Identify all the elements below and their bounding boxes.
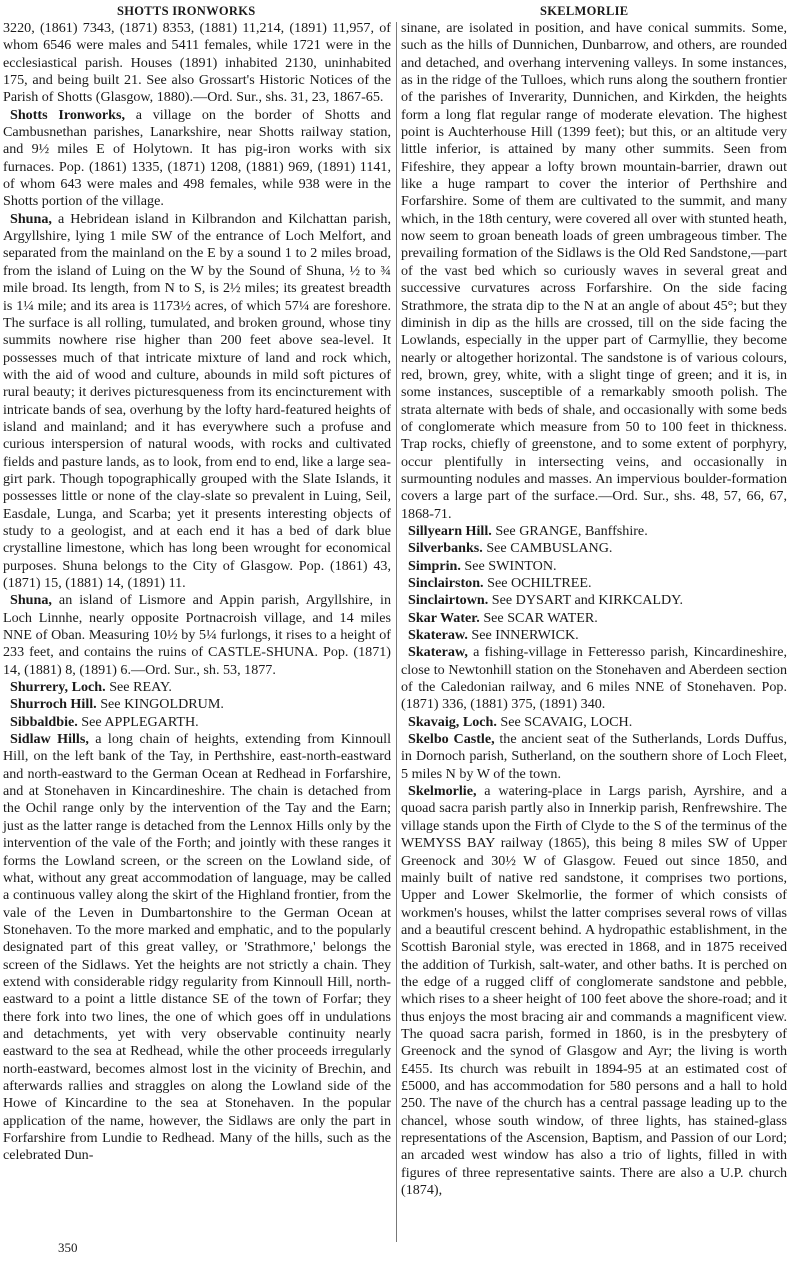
entry-paragraph xyxy=(3,107,391,211)
entry-headword: Shurrery, Loch. xyxy=(10,679,106,696)
entry-headword: Sidlaw Hills, xyxy=(10,731,89,748)
column-divider xyxy=(396,22,397,1242)
entry-headword: Sibbaldbie. xyxy=(10,713,78,730)
entry-paragraph xyxy=(401,627,787,644)
entry-headword: Sillyearn Hill. xyxy=(408,522,492,539)
left-column xyxy=(3,20,391,1165)
entry-text: See OCHILTREE. xyxy=(483,575,592,591)
entry-text: a long chain of heights, extending from Kinnoull Hill, on the left bank of the Tay, in Perthshire, east-north-eastward and north-eastward to the German Ocean at Redhead in Forfarshire, and at Stonehaven in Kincardineshire. The chain is detached from the Ochil range only by the intervention of the Tay and the Earn; just as the latter range is detached from the Lennox Hills only by the intervention of the vale of the Forth; and jointly with these ranges it forms the Lowland screen, or the screen on the Lowland side, of what, without any great accommodation of language, may be called a continuous valley along the skirt of the Highland frontier, from the vale of the Leven in Dumbartonshire to the German Ocean at Stonehaven. To the more marked and emphatic, and to the popularly designated part of this great valley, or 'Strathmore,' belongs the screen of the Sidlaws. Yet the heights are not strictly a chain. They extend with considerable ridgy regularity from Kinnoull Hill, north-eastward to a point a little distance SE of the town of Forfar; they there fork into two lines, the one of which goes off in undulations and detachments, yet with very observable continuity nearly eastward to the sea at Redhead, while the other proceeds irregularly north-eastward, becomes almost lost in the vicinity of Brechin, and afterwards rallies and straggles on along the Lowland side of the Howe of Kincardine to the sea at Stonehaven. In the popular application of the name, however, the Sidlaws are only the part in Forfarshire from Lundie to Redhead. Many of the hills, such as the celebrated Dun- xyxy=(3,731,391,1164)
entry-text: See DYSART and KIRKCALDY. xyxy=(488,592,684,609)
entry-text: an island of Lismore and Appin parish, Argyllshire, in Loch Linnhe, nearly opposite Portnacroish village, and 14 miles NNE of Oban. Measuring 10½ by 5¼ furlongs, it rises to a height of 233 feet, and contains the ruins of CASTLE-SHUNA. Pop. (1871) 14, (1881) 8, (1891) 6.—Ord. Sur., sh. 53, 1877. xyxy=(3,592,391,678)
entry-paragraph xyxy=(401,644,787,713)
entry-paragraph xyxy=(3,592,391,679)
entry-headword: Skavaig, Loch. xyxy=(408,713,497,730)
right-column xyxy=(401,20,787,1199)
entry-headword: Skateraw. xyxy=(408,627,468,644)
entry-paragraph xyxy=(3,20,391,107)
entry-headword: Skar Water. xyxy=(408,609,480,626)
entry-paragraph xyxy=(401,523,787,540)
entry-paragraph xyxy=(401,558,787,575)
entry-headword: Sinclairston. xyxy=(408,575,484,591)
entry-paragraph xyxy=(3,211,391,593)
entry-paragraph xyxy=(3,696,391,713)
entry-paragraph xyxy=(401,610,787,627)
entry-headword: Sinclairtown. xyxy=(408,592,489,609)
entry-paragraph xyxy=(3,731,391,1165)
entry-headword: Simprin. xyxy=(408,557,461,574)
entry-headword: Silverbanks. xyxy=(408,540,483,557)
entry-headword: Shotts Ironworks, xyxy=(10,106,126,123)
entry-text: the ancient seat of the Sutherlands, Lords Duffus, in Dornoch parish, Sutherland, on the southern shore of Loch Fleet, 5 miles N by W of the town. xyxy=(401,731,787,782)
entry-paragraph xyxy=(401,540,787,557)
entry-text: a village on the border of Shotts and Cambusnethan parishes, Lanarkshire, near Shotts railway station, and 9½ miles E of Holytown. It has pig-iron works with six furnaces. Pop. (1861) 1335, (1871) 1208, (1881) 969, (1891) 1141, of whom 643 were males and 498 females, while 938 were in the Shotts portion of the village. xyxy=(3,106,391,210)
entry-text: See SWINTON. xyxy=(460,557,557,574)
entry-paragraph xyxy=(3,679,391,696)
entry-headword: Skelmorlie, xyxy=(408,783,477,800)
entry-headword: Shuna, xyxy=(10,210,52,227)
entry-text: See SCAVAIG, LOCH. xyxy=(496,713,633,730)
entry-text: a watering-place in Largs parish, Ayrshire, and a quoad sacra parish partly also in Innerkip parish, Renfrewshire. The village stands upon the Firth of Clyde to the S of the terminus of the WEMYSS BAY railway (1865), this being 8 miles SW of Upper Greenock and 30½ W of Glasgow. Feued out since 1850, and mainly built of native red sandstone, it comprises two portions, Upper and Lower Skelmorlie, the former of which consists of workmen's houses, whilst the latter comprises several rows of villas and a beautiful crescent behind. A hydropathic establishment, in the Scottish Baronial style, was erected in 1868, and in 1875 received the addition of Turkish, salt-water, and other baths. It is perched on the edge of a rugged cliff of conglomerate sandstone and pebble, which rises to a sheer height of 100 feet above the shore-road; and it thus enjoys the most bracing air and commands a magnificent view. The quoad sacra parish, formed in 1860, is in the presbytery of Greenock and the synod of Glasgow and Ayr; the living is worth £455. Its church was rebuilt in 1894-95 at an estimated cost of £5000, and has accommodation for 580 persons and a hall to hold 250. The nave of the church has a central passage leading up to the chancel, whose south window, of three lights, has stained-glass representations of the Ascension, Baptism, and Passion of our Lord; an arcaded west window has also a trio of lights, filled in with figures of three representative saints. There are also a U.P. church (1874), xyxy=(401,783,787,1199)
entry-text: See REAY. xyxy=(105,679,172,696)
entry-text: See INNERWICK. xyxy=(467,627,579,644)
running-header-left: SHOTTS IRONWORKS xyxy=(117,4,256,18)
entry-text: a Hebridean island in Kilbrandon and Kilchattan parish, Argyllshire, lying 1 mile SW of the entrance of Loch Melfort, and separated from the mainland on the E by a sound 1 to 2 miles broad, from the island of Luing on the W by the Sound of Shuna, ½ to ¾ mile broad. Its length, from N to S, is 2½ miles; its greatest breadth is 1¼ mile; and its area is 1173½ acres, of which 57¼ are foreshore. The surface is all rolling, tumulated, and broken ground, whose tiny summits nowhere rise higher than 200 feet above sea-level. It possesses much of that intricate mixture of land and rock which, with the aid of wood and culture, abounds in mild soft pictures of rural beauty; it derives picturesqueness from its encincturement with intricate bands of sea, overhung by the lofty hard-featured heights of island and mainland; and it has everywhere such a profuse and curious interspersion of natural woods, with rocks and cultivated fields and pasture lands, as to look, from end to end, like a large sea-girt park. Though topographically grouped with the Slate Islands, it possesses little or none of the clay-slate so prevalent in Luing, Seil, Easdale, Lunga, and Scarba; yet it presents interesting objects of study to a geologist, and at each end it has a bed of dark blue crystalline limestone, which has long been wrought for economical purposes. Shuna belongs to the City of Glasgow. Pop. (1861) 43, (1871) 15, (1881) 14, (1891) 11. xyxy=(3,210,391,591)
entry-text: See KINGOLDRUM. xyxy=(96,696,224,713)
entry-text: 3220, (1861) 7343, (1871) 8353, (1881) 11,214, (1891) 11,957, of whom 6546 were males and 5411 females, while 1721 were in the ecclesiastical parish. Houses (1891) inhabited 2130, uninhabited 175, and being built 21. See also Grossart's Historic Notices of the Parish of Shotts (Glasgow, 1880).—Ord. Sur., shs. 31, 23, 1867-65. xyxy=(3,20,391,106)
entry-paragraph xyxy=(401,731,787,783)
running-header-right: SKELMORLIE xyxy=(540,4,629,18)
entry-paragraph xyxy=(401,575,787,592)
entry-headword: Skateraw, xyxy=(408,644,468,661)
entry-headword: Shurroch Hill. xyxy=(10,696,97,713)
entry-paragraph xyxy=(401,714,787,731)
entry-paragraph xyxy=(401,783,787,1199)
entry-headword: Shuna, xyxy=(10,592,52,609)
entry-text: See APPLEGARTH. xyxy=(77,713,199,730)
entry-headword: Skelbo Castle, xyxy=(408,731,495,748)
entry-text: See CAMBUSLANG. xyxy=(482,540,613,557)
page-number: 350 xyxy=(58,1240,78,1255)
entry-paragraph xyxy=(3,714,391,731)
entry-text: See SCAR WATER. xyxy=(479,609,598,626)
entry-text: a fishing-village in Fetteresso parish, Kincardineshire, close to Newtonhill station on the Stonehaven and Aberdeen section of the Caledonian railway, and 6 miles NNE of Stonehaven. Pop. (1871) 336, (1881) 375, (1891) 340. xyxy=(401,644,787,713)
entry-text: See GRANGE, Banffshire. xyxy=(491,522,648,539)
entry-paragraph xyxy=(401,20,787,523)
entry-text: sinane, are isolated in position, and have conical summits. Some, such as the hills of Dunnichen, Dunbarrow, and others, are rounded and detached, and overhang intervening valleys. In some instances, as in the ridge of the Tulloes, which runs along the southern frontier of the parishes of Inverarity, Dunnichen, and Kirkden, the heights form a long flat regular range of moderate elevation. The highest point is Auchterhouse Hill (1399 feet); but this, or an altitude very little inferior, is attained by many other summits. Seen from Fifeshire, they appear a lofty brown mountain-barrier, drawn out like a huge rampart to cover the interior of Perthshire and Forfarshire. Some of them are cultivated to the summit, and many which, in the 18th century, were covered all over with stunted heath, now seem to groan beneath loads of green umbrageous timber. The prevailing formation of the Sidlaws is the Old Red Sandstone,—part of the vast bed which so curiously waves in several great and successive curvatures across Forfarshire. On the side facing Strathmore, the strata dip to the N at an angle of about 45°; but they diminish in dip as the hills are crossed, till on the side facing the Lowlands, especially in the upper part of Carmyllie, they become nearly or altogether horizontal. The sandstone is of various colours, red, brown, grey, white, with a slight tinge of green; and it is, in some instances, susceptible of a remarkably smooth polish. The strata alternate with beds of shale, and occasionally with some beds of conglomerate which measure from 50 to 100 feet in thickness. Trap rocks, chiefly of greenstone, and to some extent of porphyry, occur plentifully in intersecting veins, and occasionally in surmounting nodules and masses. An impervious boulder-formation covers a large part of the surface.—Ord. Sur., shs. 48, 57, 66, 67, 1868-71. xyxy=(401,20,787,522)
entry-paragraph xyxy=(401,592,787,609)
